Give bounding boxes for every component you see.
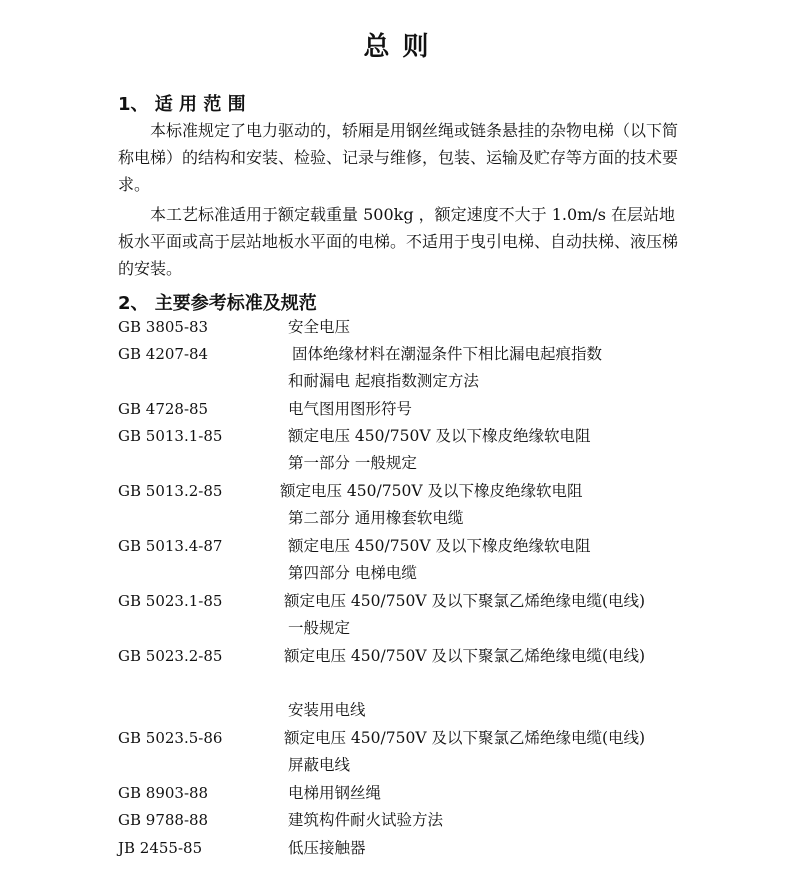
standard-code: GB 4207-84 xyxy=(118,345,209,363)
standard-title: 电梯用钢丝绳 xyxy=(288,784,382,802)
scope-paragraph-1: 本标准规定了电力驱动的，轿厢是用钢丝绳或链条悬挂的杂物电梯（以下简称电梯）的结构和安装、检验、记录与维修，包装、运输及贮存等方面的技术要求。 xyxy=(118,121,679,194)
standard-title: 固体绝缘材料在潮湿条件下相比漏电起痕指数 xyxy=(292,345,603,363)
standard-code: GB 4728-85 xyxy=(118,400,209,418)
page-title: 总 则 xyxy=(363,32,431,62)
standard-code: GB 3805-83 xyxy=(118,318,209,336)
standard-title-cont: 和耐漏电 起痕指数测定方法 xyxy=(288,372,479,390)
standard-title: 额定电压 450/750V 及以下聚氯乙烯绝缘电缆(电线) xyxy=(284,729,646,747)
standard-title: 低压接触器 xyxy=(288,839,366,857)
standard-code: GB 5013.1-85 xyxy=(118,427,223,445)
standard-title: 额定电压 450/750V 及以下聚氯乙烯绝缘电缆(电线) xyxy=(284,592,646,610)
standard-title: 额定电压 450/750V 及以下橡皮绝缘软电阻 xyxy=(280,482,583,500)
standard-code: GB 5013.4-87 xyxy=(118,537,223,555)
standard-code: GB 5023.2-85 xyxy=(118,647,223,665)
standard-code: GB 5023.5-86 xyxy=(118,729,223,747)
standard-code: GB 5013.2-85 xyxy=(118,482,223,500)
standard-title: 建筑构件耐火试验方法 xyxy=(288,811,444,829)
standard-code: GB 8903-88 xyxy=(118,784,209,802)
standard-title-cont: 一般规定 xyxy=(288,619,351,637)
standard-title-cont: 屏蔽电线 xyxy=(288,756,351,774)
standard-title-cont: 第四部分 电梯电缆 xyxy=(288,564,417,582)
standard-code: GB 9788-88 xyxy=(118,811,209,829)
standard-code: JB 2455-85 xyxy=(118,839,203,857)
standard-title-cont: 第二部分 通用橡套软电缆 xyxy=(288,509,464,527)
standard-title: 额定电压 450/750V 及以下聚氯乙烯绝缘电缆(电线) xyxy=(284,647,646,665)
standard-title: 安全电压 xyxy=(288,318,351,336)
standard-code: GB 5023.1-85 xyxy=(118,592,223,610)
scope-paragraph-2: 本工艺标准适用于额定载重量 500kg ，额定速度不大于 1.0m/s 在层站地板水平面或高于层站地板水平面的电梯。不适用于曳引电梯、自动扶梯、液压梯的安装。 xyxy=(118,205,679,278)
standard-title-cont: 安装用电线 xyxy=(288,701,366,719)
standard-title-cont: 第一部分 一般规定 xyxy=(288,454,417,472)
standard-title: 额定电压 450/750V 及以下橡皮绝缘软电阻 xyxy=(288,537,591,555)
standard-title: 额定电压 450/750V 及以下橡皮绝缘软电阻 xyxy=(288,427,591,445)
section-1-heading: 1、 适 用 范 围 xyxy=(118,94,246,115)
standard-title: 电气图用图形符号 xyxy=(288,400,413,418)
section-2-heading: 2、 主要参考标准及规范 xyxy=(118,293,317,314)
